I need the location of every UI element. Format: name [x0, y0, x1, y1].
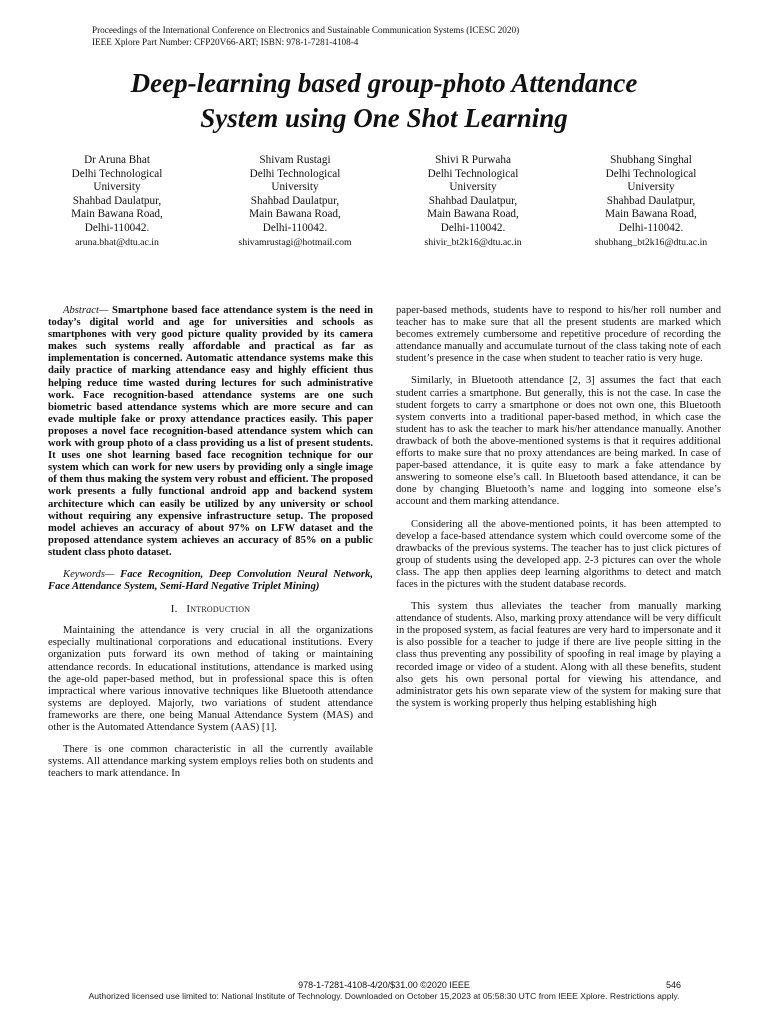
author-block: [220, 154, 370, 249]
section-title: Introduction: [186, 603, 251, 616]
author-block: [576, 154, 726, 249]
license-notice: Authorized licensed use limited to: National Institute of Technology. Downloaded on October 15,2023 at 05:58:30 UTC from IEEE Xplore. Restrictions apply.: [88, 991, 680, 1001]
body-paragraph: There is one common characteristic in all the currently available systems. All attendance marking system employs relies both on students and teachers to mark attendance. In: [48, 744, 373, 780]
author-name: Shubhang Singhal: [610, 154, 692, 166]
author-email: shubhang_bt2k16@dtu.ac.in: [594, 236, 708, 248]
title-line-2: System using One Shot Learning: [200, 103, 568, 133]
conference-header: [92, 24, 519, 48]
author-affiliation: Delhi Technological: [249, 167, 341, 180]
body-paragraph: Similarly, in Bluetooth attendance [2, 3] assumes the fact that each student carries a smartphone. But generally, this is not the case. In case the student forgets to carry a smartphone or does not own one, this Bluetooth system converts into a traditional paper-based method, in which case the student has to ask the teacher to mark his/her attendance manually. Another drawback of both the above-mentioned systems is that it requires additional efforts to make sure that no proxy attendances are being marked. In case of paper-based attendance, it is quite easy to mark a fake attendance by answering to someone else’s call. In Bluetooth based attendance, it can be done by changing Bluetooth’s name and logging into someone else’s account and them marking attendance.: [396, 375, 721, 508]
page-number: 546: [666, 980, 682, 990]
author-name: Shivi R Purwaha: [435, 154, 511, 166]
author-affiliation: University: [627, 181, 675, 194]
author-email: shivir_bt2k16@dtu.ac.in: [424, 236, 522, 248]
author-affiliation: University: [449, 181, 497, 194]
right-column: [396, 305, 721, 720]
author-address: Main Bawana Road,: [427, 208, 519, 221]
author-address: Delhi-110042.: [84, 221, 150, 234]
header-line-1: Proceedings of the International Conference on Electronics and Sustainable Communication Systems (ICESC 2020): [92, 25, 520, 35]
author-block: [42, 154, 192, 249]
paper-title: [40, 66, 728, 136]
author-address: Main Bawana Road,: [71, 208, 163, 221]
author-affiliation: University: [93, 181, 141, 194]
body-paragraph: This system thus alleviates the teacher from manually marking attendance of students. Also, marking proxy attendance will be very difficult in the proposed system, as facial features are very hard to impersonate and it is also possible for a teacher to judge if there are live people sitting in the class thus preventing any possibility of spoofing in real image by playing a recorded image or video of a student. Along with all these benefits, student also gets his own personal portal for viewing his attendance, and administrator gets his own separate view of the system for making sure that the system is working properly thus helping establishing high: [396, 601, 721, 709]
author-address: Main Bawana Road,: [249, 208, 341, 221]
abstract-text: Smartphone based face attendance system is the need in today’s digital world and age for universities and schools as smartphones with very good picture quality provided by its camera makes such systems really affordable and practical as far as implementation is concerned. Automatic attendance systems make this daily practice of marking attendance easy and highly efficient thus helping reduce time wasted during lectures for such administrative work. Face recognition-based attendance systems are one such biometric based attendance systems which are more secure and can evade multiple fake or proxy attendance practices easily. This paper proposes a novel face recognition-based attendance system which can work with group photo of a class providing us a list of present students. It uses one shot learning based face recognition technique for our system which can work for new users by providing only a single image of them thus making the system very robust and efficient. The proposed work presents a fully functional android app and backend system architecture which can easily be utilized by any university or school without requiring any expensive infrastructure setup. The proposed model achieves an accuracy of about 97% on LFW dataset and the proposed attendance system achieves an accuracy of 85% on a public student class photo dataset.: [48, 305, 373, 558]
author-name: Shivam Rustagi: [259, 154, 331, 166]
author-address: Delhi-110042.: [262, 221, 328, 234]
header-line-2: IEEE Xplore Part Number: CFP20V66-ART; ISBN: 978-1-7281-4108-4: [92, 37, 359, 47]
keywords: [48, 569, 373, 593]
section-heading-introduction: [48, 603, 373, 615]
author-address: Main Bawana Road,: [605, 208, 697, 221]
author-address: Shahbad Daulatpur,: [428, 194, 518, 207]
author-address: Shahbad Daulatpur,: [72, 194, 162, 207]
author-affiliation: Delhi Technological: [71, 167, 163, 180]
author-email: shivamrustagi@hotmail.com: [238, 236, 352, 248]
author-name: Dr Aruna Bhat: [84, 154, 150, 166]
title-line-1: Deep-learning based group-photo Attendance: [130, 68, 638, 98]
body-paragraph: Considering all the above-mentioned points, it has been attempted to develop a face-based attendance system which could overcome some of the drawbacks of the previous systems. The teacher has to just click pictures of group of students using the developed app. 2-3 pictures can over the whole class. The app then applies deep learning algorithms to detect and match faces in the pictures with the student database records.: [396, 518, 721, 590]
author-email: aruna.bhat@dtu.ac.in: [75, 236, 159, 248]
body-paragraph: paper-based methods, students have to respond to his/her roll number and teacher has to make sure that all the present students are marked which becomes extremely cumbersome and repetitive procedure of recording the attendance manually and accumulate turnout of the class taking note of each student’s presence in the case when student to teacher ratio is very huge.: [396, 305, 721, 365]
author-affiliation: Delhi Technological: [427, 167, 519, 180]
abstract: [48, 305, 373, 559]
author-address: Delhi-110042.: [618, 221, 684, 234]
section-number: I.: [170, 603, 178, 616]
footer-copyright: 978-1-7281-4108-4/20/$31.00 ©2020 IEEE: [298, 980, 470, 990]
keywords-text: Face Recognition, Deep Convolution Neural Network, Face Attendance System, Semi-Hard Negative Triplet Mining): [48, 568, 373, 593]
author-affiliation: Delhi Technological: [605, 167, 697, 180]
left-column: [48, 305, 373, 790]
author-address: Delhi-110042.: [440, 221, 506, 234]
author-block: [398, 154, 548, 249]
keywords-lead: Keywords—: [63, 568, 115, 580]
abstract-lead: Abstract—: [63, 305, 109, 316]
body-paragraph: Maintaining the attendance is very crucial in all the organizations especially multinational corporations and educational institutions. Every organization puts forward its own method of taking or maintaining attendance records. In educational institutions, attendance is marked using the age-old paper-based method, but in professional space this is often impractical where various innovative techniques like Bluetooth attendance systems are deployed. Majorly, two variations of student attendance frameworks are there, one being Manual Attendance System (MAS) and other is the Automated Attendance System (AAS) [1].: [48, 625, 373, 733]
author-affiliation: University: [271, 181, 319, 194]
author-address: Shahbad Daulatpur,: [250, 194, 340, 207]
author-address: Shahbad Daulatpur,: [606, 194, 696, 207]
